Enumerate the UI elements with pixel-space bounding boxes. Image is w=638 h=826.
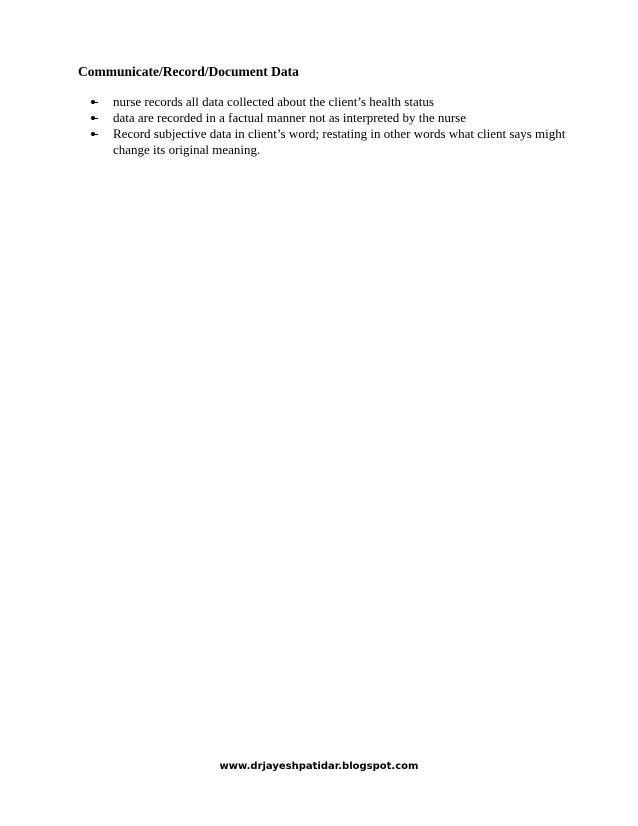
bullet-icon: [90, 110, 102, 126]
section-heading: Communicate/Record/Document Data: [78, 64, 299, 79]
list-item-text: Record subjective data in client’s word; restating in other words what client says might change its original meaning.: [113, 126, 566, 157]
bullet-list: [90, 94, 570, 158]
footer-url: www.drjayeshpatidar.blogspot.com: [219, 761, 419, 772]
list-item-text: nurse records all data collected about the client’s health status: [113, 94, 434, 109]
list-item-text: data are recorded in a factual manner not as interpreted by the nurse: [113, 110, 466, 125]
bullet-icon: [90, 126, 102, 142]
list-item: [90, 94, 570, 110]
list-item: [90, 126, 570, 158]
bullet-icon: [90, 94, 102, 110]
list-item: [90, 110, 570, 126]
